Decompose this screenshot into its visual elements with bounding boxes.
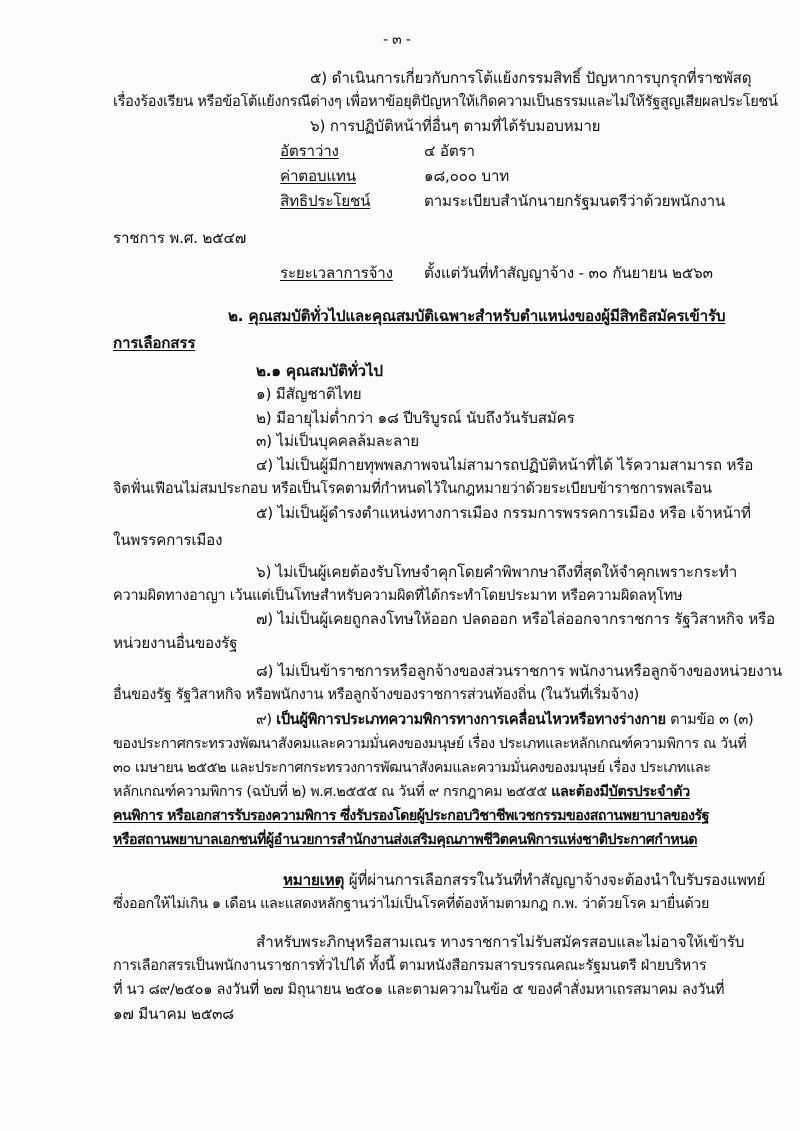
- qualification-9-line-2: ของประกาศกระทรวงพัฒนาสังคมและความมั่นคงของมนุษย์ เรื่อง ประเภทและหลักเกณฑ์ความพิการ ณ วันที่: [113, 736, 747, 752]
- monks-line-1: สำหรับพระภิกษุหรือสามเณร ทางราชการไม่รับสมัครสอบและไม่อาจให้เข้ารับ: [256, 933, 745, 951]
- section-2-number: ๒.: [228, 307, 244, 325]
- vacancies-label: อัตราว่าง: [280, 142, 339, 160]
- duty-item-5-line-1: ๕) ดำเนินการเกี่ยวกับการโต้แย้งกรรมสิทธิ์ ปัญหาการบุกรุกที่ราชพัสดุ: [310, 69, 752, 87]
- qualification-4-line-1: ๔) ไม่เป็นผู้มีกายทุพพลภาพจนไม่สามารถปฏิบัติหน้าที่ได้ ไร้ความสามารถ หรือ: [256, 456, 754, 474]
- note-line-1: [283, 870, 765, 890]
- benefits-value-continued: ราชการ พ.ศ. ๒๕๔๗: [113, 229, 247, 247]
- period-value: ตั้งแต่วันที่ทำสัญญาจ้าง - ๓๐ กันยายน ๒๕๖๓: [424, 264, 713, 282]
- note-label: หมายเหตุ: [283, 871, 345, 889]
- qualification-9-disability-card: บัตรประจำตัว: [608, 784, 690, 800]
- qualification-5-line-2: ในพรรคการเมือง: [113, 531, 223, 549]
- qualification-7-line-1: ๗) ไม่เป็นผู้เคยถูกลงโทษให้ออก ปลดออก หรือไล่ออกจากราชการ รัฐวิสาหกิจ หรือ: [256, 610, 775, 628]
- benefits-label: สิทธิประโยชน์: [280, 192, 371, 210]
- section-2-heading-line-2: การเลือกสรร: [113, 334, 196, 352]
- duty-item-6: ๖) การปฏิบัติหน้าที่อื่นๆ ตามที่ได้รับมอบหมาย: [310, 117, 601, 135]
- qualification-9-bold: เป็นผู้พิการประเภทความพิการทางการเคลื่อนไหวหรือทางร่างกาย: [276, 711, 666, 728]
- qualification-5-line-1: ๕) ไม่เป็นผู้ดำรงตำแหน่งทางการเมือง กรรมการพรรคการเมือง หรือ เจ้าหน้าที่: [256, 504, 751, 522]
- period-label: ระยะเวลาการจ้าง: [280, 264, 393, 282]
- section-2-title: คุณสมบัติทั่วไปและคุณสมบัติเฉพาะสำหรับตำแหน่งของผู้มีสิทธิสมัครเข้ารับ: [248, 307, 726, 325]
- qualification-3: ๓) ไม่เป็นบุคคลล้มละลาย: [256, 432, 419, 450]
- salary-label: ค่าตอบแทน: [280, 167, 356, 185]
- qualification-9-line-3: ๓๐ เมษายน ๒๕๕๒ และประกาศกระทรวงการพัฒนาสังคมและความมั่นคงของมนุษย์ เรื่อง ประเภทและ: [113, 760, 711, 776]
- salary-value: ๑๘,๐๐๐ บาท: [424, 167, 510, 185]
- qualification-9-line-4: [113, 782, 690, 802]
- qualification-9-prefix: ๙): [256, 711, 277, 728]
- qualification-9-line-6: หรือสถานพยาบาลเอกชนที่ผู้อำนวยการสำนักงานส่งเสริมคุณภาพชีวิตคนพิการแห่งชาติประกาศกำหนด: [113, 832, 698, 848]
- monks-line-2: การเลือกสรรเป็นพนักงานราชการทั่วไปได้ ทั้งนี้ ตามหนังสือกรมสารบรรณคณะรัฐมนตรี ฝ่ายบริหาร: [113, 957, 707, 974]
- page-number: - ๓ -: [383, 32, 411, 48]
- monks-line-3: ที่ นว ๘๙/๒๕๐๑ ลงวันที่ ๒๗ มิถุนายน ๒๕๐๑ และตามความในข้อ ๕ ของคำสั่งมหาเถรสมาคม ลงวันที่: [113, 981, 725, 998]
- qualification-8-line-1: ๘) ไม่เป็นข้าราชการหรือลูกจ้างของส่วนราชการ พนักงานหรือลูกจ้างของหน่วยงาน: [256, 662, 782, 680]
- benefits-value: ตามระเบียบสำนักนายกรัฐมนตรีว่าด้วยพนักงาน: [424, 192, 726, 210]
- qualification-9-line-4-plain: หลักเกณฑ์ความพิการ (ฉบับที่ ๒) พ.ศ.๒๕๕๕ ณ วันที่ ๙ กรกฎาคม ๒๕๕๕: [113, 784, 552, 800]
- qualification-9-rest: ตามข้อ ๓ (๓): [665, 711, 754, 728]
- qualification-9-must-have: และต้องมี: [551, 784, 609, 800]
- section-2-heading-line-1: [228, 306, 725, 326]
- subsection-2-1-title: ๒.๑ คุณสมบัติทั่วไป: [256, 362, 383, 380]
- qualification-9-line-1: [256, 710, 753, 730]
- note-text: ผู้ที่ผ่านการเลือกสรรในวันที่ทำสัญญาจ้างจะต้องนำใบรับรองแพทย์: [344, 871, 766, 889]
- note-line-2: ซึ่งออกให้ไม่เกิน ๑ เดือน และแสดงหลักฐานว่าไม่เป็นโรคที่ต้องห้ามตามกฎ ก.พ. ว่าด้วยโรค มายื่นด้วย: [113, 896, 710, 912]
- qualification-7-line-2: หน่วยงานอื่นของรัฐ: [113, 634, 238, 652]
- qualification-6-line-1: ๖) ไม่เป็นผู้เคยต้องรับโทษจำคุกโดยคำพิพากษาถึงที่สุดให้จำคุกเพราะกระทำ: [256, 563, 738, 581]
- qualification-2: ๒) มีอายุไม่ต่ำกว่า ๑๘ ปีบริบูรณ์ นับถึงวันรับสมัคร: [256, 409, 575, 427]
- qualification-1: ๑) มีสัญชาติไทย: [256, 385, 362, 403]
- monks-line-4: ๑๗ มีนาคม ๒๕๓๘: [113, 1005, 234, 1023]
- qualification-4-line-2: จิตฟั่นเฟือนไม่สมประกอบ หรือเป็นโรคตามที่กำหนดไว้ในกฎหมายว่าด้วยระเบียบข้าราชการพลเรือน: [113, 480, 712, 497]
- qualification-8-line-2: อื่นของรัฐ รัฐวิสาหกิจ หรือพนักงาน หรือลูกจ้างของราชการส่วนท้องถิ่น (ในวันที่เริ่มจ้าง): [113, 686, 639, 703]
- vacancies-value: ๔ อัตรา: [424, 142, 475, 160]
- qualification-9-line-5: คนพิการ หรือเอกสารรับรองความพิการ ซึ่งรับรองโดยผู้ประกอบวิชาชีพเวชกรรมของสถานพยาบาลของรัฐ: [113, 808, 709, 824]
- qualification-6-line-2: ความผิดทางอาญา เว้นแต่เป็นโทษสำหรับความผิดที่ได้กระทำโดยประมาท หรือความผิดลหุโทษ: [113, 587, 683, 604]
- duty-item-5-line-2: เรื่องร้องเรียน หรือข้อโต้แย้งกรณีต่างๆ เพื่อหาข้อยุติปัญหาให้เกิดความเป็นธรรมและไม่ให้รัฐสูญเสียผลประโยชน์: [113, 93, 778, 110]
